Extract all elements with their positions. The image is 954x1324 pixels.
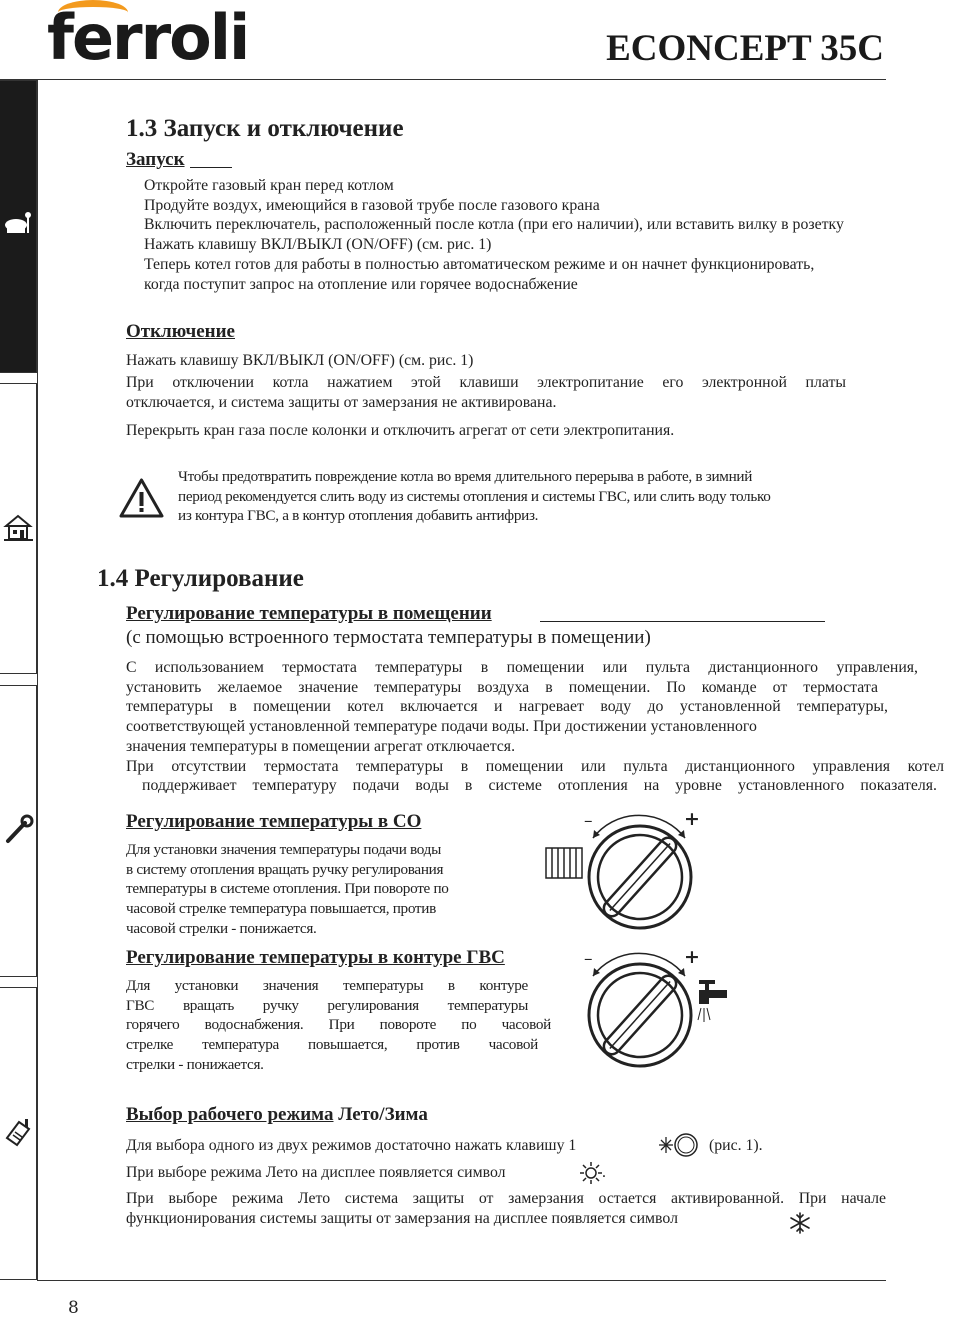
list-item: Нажать клавишу ВКЛ/ВЫКЛ (ON/OFF) (см. рис. 1) bbox=[144, 236, 492, 254]
dhw-knob-minus: – bbox=[584, 949, 593, 969]
model-title: ECONCEPT 35C bbox=[606, 28, 884, 69]
heating-heading: Регулирование температуры в СО bbox=[126, 811, 422, 832]
tap-icon bbox=[698, 980, 727, 1022]
page-number: 8 bbox=[68, 1298, 79, 1318]
start-list bbox=[144, 176, 954, 294]
sidebar-tab-clipboard[interactable] bbox=[0, 987, 37, 1280]
mode-heading: Выбор рабочего режима Лето/Зима bbox=[126, 1104, 428, 1125]
list-item: Откройте газовый кран перед котлом bbox=[144, 177, 394, 194]
heating-knob-illustration bbox=[543, 810, 703, 940]
sidebar-border bbox=[37, 80, 38, 1280]
heating-text: Для установки значения температуры подачи воды в систему отопления вращать ручку регулирования температуры в системе отопления. При повороте по часовой стрелке температура повышается, против часовой стрелки - понижается. bbox=[126, 841, 449, 937]
list-item: когда поступит запрос на отопление или горячее водоснабжение bbox=[144, 275, 578, 293]
warning-icon bbox=[118, 477, 165, 519]
wrench-icon bbox=[3, 814, 34, 845]
start-heading-underline bbox=[190, 167, 232, 168]
stop-paragraph-2: При отключении котла нажатием этой клавиши электропитание его электронной платы отключается, и система защиты от замерзания не активирована. bbox=[126, 374, 846, 411]
mode-paragraph-2-end: . bbox=[602, 1164, 606, 1181]
radiator-icon bbox=[546, 848, 582, 878]
sidebar-tab-user[interactable] bbox=[0, 80, 37, 373]
stop-paragraph-3: Перекрыть кран газа после колонки и отключить агрегат от сети электропитания. bbox=[126, 422, 675, 439]
sidebar-tab-wrench[interactable] bbox=[0, 685, 37, 977]
mode-paragraph-2: При выборе режима Лето на дисплее появляется символ bbox=[126, 1164, 506, 1181]
room-text: С использованием термостата температуры в помещении или пульта дистанционного управления, установить желаемое значение температуры воздуха в помещении. По команде от термостата температуры в помещении котел включается и нагревает воду до установленной температуры, соответствующей установленной температуре подачи воды. При достижении установленного значения температуры в помещении агрегат отключается. При отсутствии термостата температуры в помещении или пульта дистанционного управления котел поддерживает температуру подачи воды в системе отопления на уровне установленного показателя. bbox=[126, 659, 944, 795]
start-heading: Запуск bbox=[126, 149, 185, 170]
footer-divider bbox=[37, 1280, 886, 1281]
stop-paragraph-1: Нажать клавишу ВКЛ/ВЫКЛ (ON/OFF) (см. рис. 1) bbox=[126, 352, 474, 369]
dhw-knob-illustration bbox=[543, 948, 733, 1078]
section-title-1-3: 1.3 Запуск и отключение bbox=[126, 115, 404, 142]
dhw-text: Для установки значения температуры в контуре ГВС вращать ручку регулирования температуры горячего водоснабжения. При повороте по часовой стрелке температура повышается, против часовой стрелки - понижается. bbox=[126, 977, 551, 1073]
mode-paragraph-1: Для выбора одного из двух режимов достаточно нажать клавишу 1 bbox=[126, 1137, 577, 1154]
room-heading: Регулирование температуры в помещении bbox=[126, 603, 492, 624]
stop-heading: Отключение bbox=[126, 321, 235, 342]
mode-paragraph-3: При выборе режима Лето система защиты от замерзания остается активированной. При начале функционирования системы защиты от замерзания на дисплее появляется символ bbox=[126, 1190, 886, 1227]
sun-icon bbox=[578, 1161, 604, 1185]
user-icon bbox=[3, 209, 34, 240]
snowflake-icon bbox=[788, 1211, 812, 1235]
dhw-knob-plus: + bbox=[684, 946, 700, 968]
room-heading-underline bbox=[540, 621, 825, 622]
heating-knob-plus: + bbox=[684, 808, 700, 830]
house-icon bbox=[3, 512, 34, 543]
list-item: Продуйте воздух, имеющийся в газовой трубе после газового крана bbox=[144, 196, 600, 214]
clipboard-icon bbox=[3, 1116, 34, 1147]
warning-text: Чтобы предотвратить повреждение котла во время длительного перерыва в работе, в зимний период рекомендуется слить воду из системы отопления и системы ГВС, или слить воду только из контура ГВС, а в контур отопления добавить антифриз. bbox=[178, 468, 771, 525]
section-title-1-4: 1.4 Регулирование bbox=[97, 565, 304, 592]
summer-winter-button-icon bbox=[656, 1131, 700, 1159]
room-subheading: (с помощью встроенного термостата температуры в помещении) bbox=[126, 627, 651, 648]
header-divider bbox=[0, 79, 886, 80]
brand-logo: ferroli bbox=[47, 1, 249, 74]
mode-paragraph-1-ref: (рис. 1). bbox=[709, 1137, 763, 1154]
sidebar-tab-house[interactable] bbox=[0, 383, 37, 674]
heating-knob-minus: – bbox=[584, 811, 593, 831]
dhw-heading: Регулирование температуры в контуре ГВС bbox=[126, 947, 505, 968]
list-item: Теперь котел готов для работы в полностью автоматическом режиме и он начнет функционировать, bbox=[144, 255, 815, 273]
list-item: Включить переключатель, расположенный после котла (при его наличии), или вставить вилку в розетку bbox=[144, 216, 844, 234]
